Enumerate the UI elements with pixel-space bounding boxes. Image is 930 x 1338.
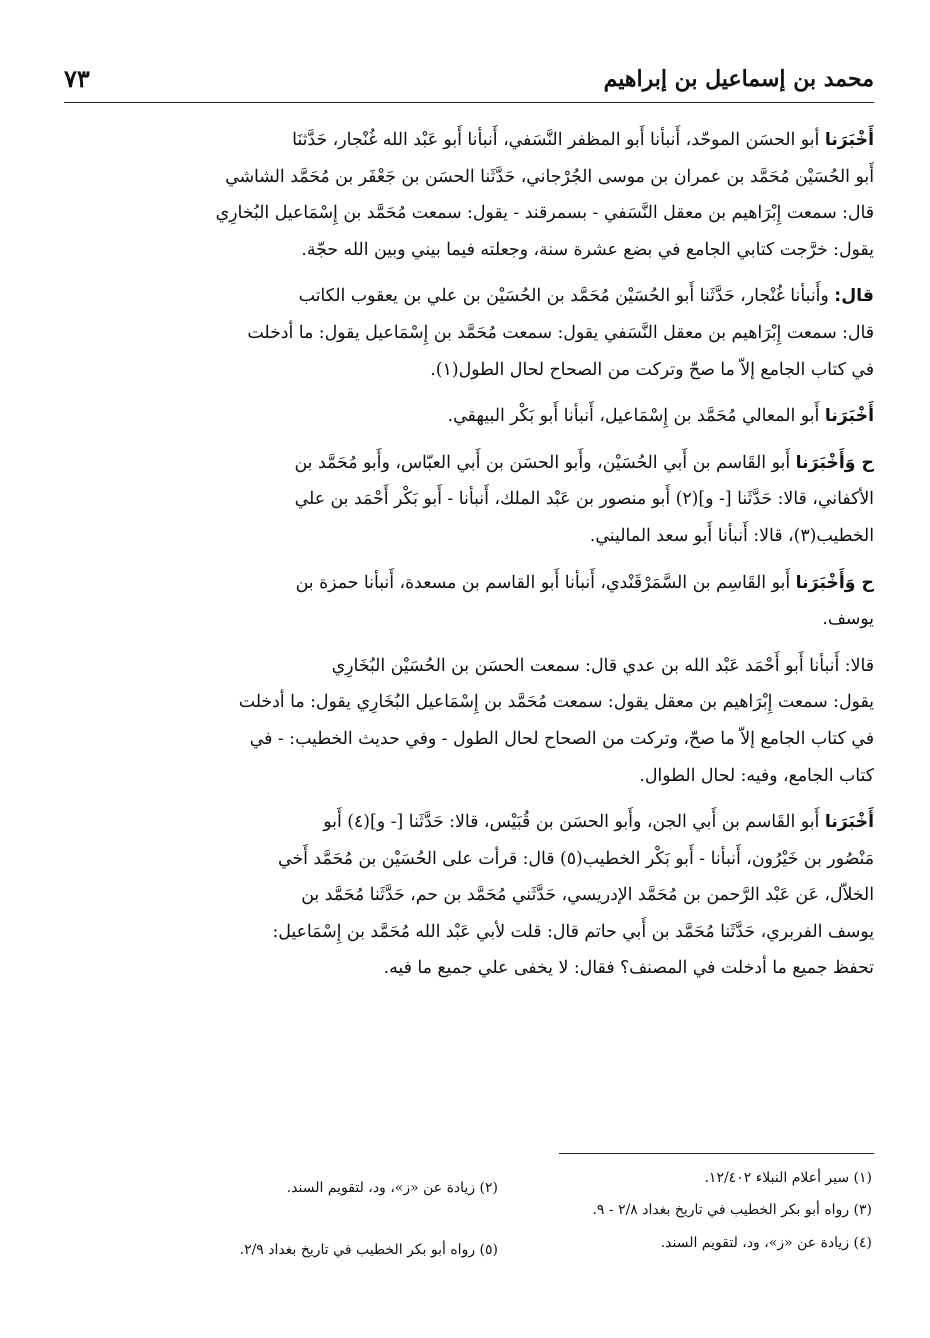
text-line: الخطيب(٣)، قالا: أَنبأنا أَبو سعد الماليني. — [589, 525, 874, 546]
paragraph-2 — [64, 278, 874, 388]
page-number: ٧٣ — [64, 64, 90, 93]
header-title: محمد بن إسماعيل بن إبراهيم — [603, 66, 874, 92]
text-line: الخلاّل، عَن عَبْد الرَّحمن بن مُحَمَّد الإدريسي، حَدَّثَني مُحَمَّد بن حم، حَدَّثَنا مُحَمَّد بن — [301, 885, 874, 906]
paragraph-1 — [64, 122, 874, 268]
main-text — [64, 122, 874, 997]
text-line: قال: سمعت إِبْرَاهيم بن معقل النَّسَفي - بسمرقند - يقول: سمعت مُحَمَّد بن إِسْمَاعيل البُخارِي — [215, 203, 874, 224]
lead-keyword: أَخْبَرَنا — [824, 130, 874, 150]
text-line: تحفظ جميع ما أدخلت في المصنف؟ فقال: لا يخفى علي جميع ما فيه. — [383, 958, 874, 979]
running-header — [64, 56, 874, 103]
paragraph-4 — [64, 445, 874, 555]
paragraph-7 — [64, 804, 874, 987]
paragraph-6 — [64, 648, 874, 794]
lead-keyword: أَخْبَرَنا — [824, 406, 874, 427]
footnote-4: (٤) زيادة عن «ز»، ود، لتقويم السند. — [660, 1235, 872, 1251]
text-line: في كتاب الجامع إلاّ ما صحّ، وتركت من الصحاح لحال الطول - وفي حديث الخطيب: - في — [249, 728, 874, 749]
text-line: يقول: خرَّجت كتابي الجامع في بضع عشرة سنة، وجعلته فيما بيني وبين الله حجّة. — [301, 239, 874, 260]
footnote-5: (٥) رواه أبو بكر الخطيب في تاريخ بغداد ٢/٩. — [239, 1242, 498, 1258]
text-line: أَخْبَرَنا أَبو القَاسم بن أَبي الجن، وأَبو الحسَن بن قُبَيْس، قالا: حَدَّثَنا [- و](٤) أَبو — [323, 812, 874, 833]
text-line: يوسف الفربري، حَدَّثَنا مُحَمَّد بن أَبي حاتم قال: قلت لأبي عَبْد الله مُحَمَّد بن إِسْمَاعيل: — [272, 921, 874, 942]
text-line: قال: وأَنبأنا غُنْجار، حَدَّثَنا أَبو الحُسَيْن مُحَمَّد بن الحُسَيْن بن علي بن يعقوب الكاتب — [298, 286, 874, 307]
lead-keyword: أَخْبَرَنا — [824, 812, 874, 833]
text-line: أَخْبَرَنا أَبو المعالي مُحَمَّد بن إِسْمَاعيل، أَنبأنا أَبو بَكْر البيهقي. — [447, 406, 874, 427]
text-line: أَبو الحُسَيْن مُحَمَّد بن عمران بن موسى الجُرْجاني، حَدَّثَنا الحسَن بن جَعْفَر بن مُحَمَّد الشاشي — [225, 166, 874, 187]
text-line: الأكفاني، قالا: حَدَّثَنا [- و](٢) أَبو منصور بن عَبْد الملك، أَنبأنا - أَبو بَكْر أَحْمَد بن علي — [294, 489, 874, 510]
text-line: كتاب الجامع، وفيه: لحال الطوال. — [639, 765, 874, 786]
text-line: ح وَأَخْبَرَنا أَبو القَاسم بن أَبي الحُسَيْن، وأَبو الحسَن بن أَبي العبّاس، وأَبو مُحَمَّد بن — [294, 452, 874, 473]
paragraph-3 — [64, 398, 874, 435]
text-line: يقول: سمعت إِبْرَاهيم بن معقل يقول: سمعت مُحَمَّد بن إِسْمَاعيل البُخَارِي يقول: ما أدخلت — [238, 692, 874, 713]
lead-keyword: قال: — [834, 286, 874, 307]
footnote-3: (٣) رواه أبو بكر الخطيب في تاريخ بغداد ٢/٨ - ٩. — [592, 1202, 872, 1218]
text-line: ح وَأَخْبَرَنا أَبو القَاسِم بن السَّمَرْقَنْدي، أَنبأنا أَبو القاسم بن مسعدة، أَنبأنا حمزة بن — [295, 572, 874, 593]
text-line: قالا: أَنبأنا أَبو أَحْمَد عَبْد الله بن عدي قال: سمعت الحسَن بن الحُسَيْن البُخَارِي — [331, 655, 874, 676]
text-line: قال: سمعت إِبْرَاهيم بن معقل النَّسَفي يقول: سمعت مُحَمَّد بن إِسْمَاعيل يقول: ما أدخلت — [247, 322, 874, 343]
footnote-rule — [559, 1153, 874, 1154]
footnote-2: (٢) زيادة عن «ز»، ود، لتقويم السند. — [286, 1180, 498, 1196]
footnote-1: (١) سير أعلام النبلاء ١٢/٤٠٢. — [704, 1170, 872, 1186]
lead-keyword: ح وَأَخْبَرَنا — [795, 452, 874, 473]
text-line: في كتاب الجامع إلاّ ما صحّ وتركت من الصحاح لحال الطول(١). — [430, 359, 874, 380]
text-line: مَنْصُور بن خَيْرُون، أَنبأنا - أَبو بَكْر الخطيب(٥) قال: قرأت على الحُسَيْن بن مُحَمَّد أَخي — [278, 848, 874, 869]
text-line: أَخْبَرَنا أبو الحسَن الموحّد، أَنبأنا أَبو المظفر النَّسَفي، أَنبأنا أَبو عَبْد الله غُنْجار، حَدَّثنَا — [292, 130, 874, 150]
text-line: يوسف. — [822, 609, 874, 630]
paragraph-5 — [64, 565, 874, 638]
lead-keyword: ح وَأَخْبَرَنا — [795, 572, 874, 593]
